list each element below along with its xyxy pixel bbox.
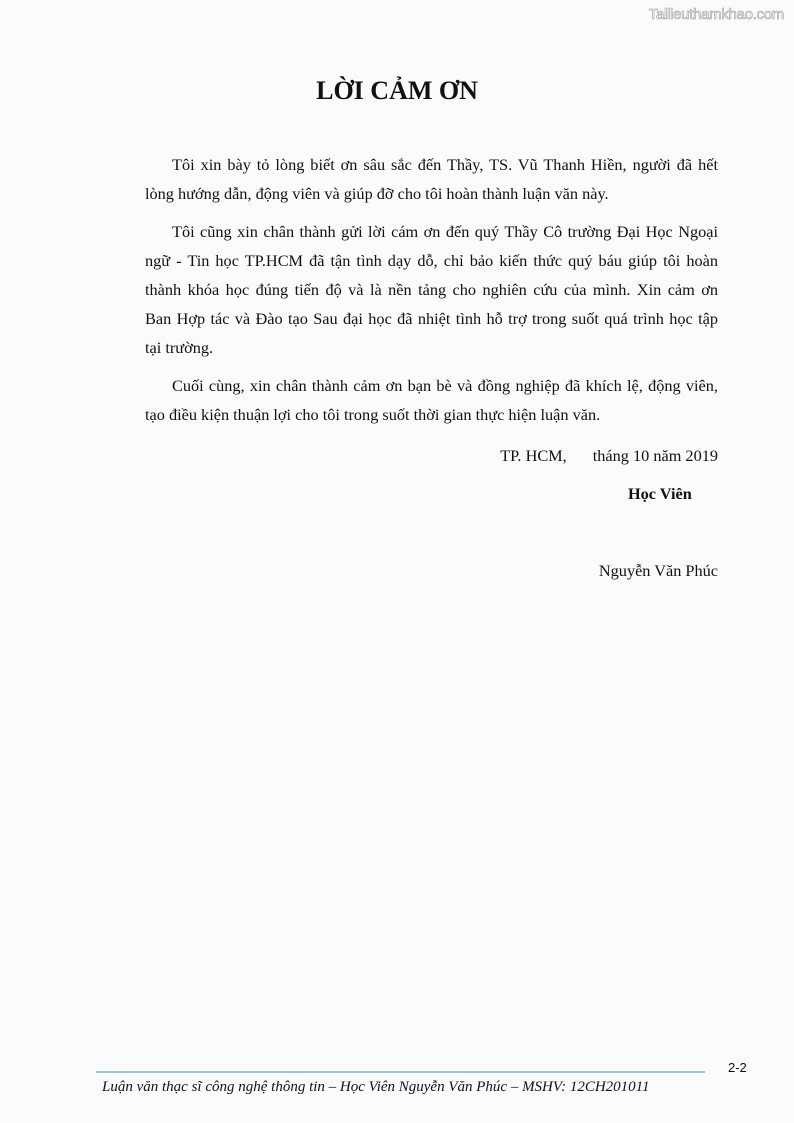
- paragraph: [145, 371, 718, 429]
- text-line: ngữ - Tin học TP.HCM đã tận tình dạy dỗ, chỉ bảo kiến thức quý báu giúp tôi hoàn: [145, 251, 718, 270]
- paragraph: [145, 217, 718, 362]
- footer-divider: [96, 1071, 705, 1073]
- text-line: Ban Hợp tác và Đào tạo Sau đại học đã nhiệt tình hỗ trợ trong suốt quá trình học tập: [145, 309, 718, 328]
- acknowledgement-body: [145, 150, 718, 438]
- text-line: Tôi cũng xin chân thành gửi lời cám ơn đến quý Thầy Cô trường Đại Học Ngoại: [172, 222, 718, 241]
- date: tháng 10 năm 2019: [592, 446, 718, 465]
- text-line: lòng hướng dẫn, động viên và giúp đỡ cho tôi hoàn thành luận văn này.: [145, 184, 609, 203]
- date-line: [500, 446, 718, 466]
- page-title: LỜI CẢM ƠN: [316, 76, 478, 105]
- paragraph: [145, 150, 718, 208]
- page-number: 2-2: [728, 1060, 747, 1075]
- signature-role: Học Viên: [628, 484, 692, 503]
- text-line: tại trường.: [145, 338, 214, 357]
- watermark: Tailieuthamkhao.com: [648, 6, 784, 23]
- text-line: Tôi xin bày tỏ lòng biết ơn sâu sắc đến Thầy, TS. Vũ Thanh Hiền, người đã hết: [172, 155, 718, 174]
- text-line: thành khóa học đúng tiến độ và là nền tảng cho nghiên cứu của mình. Xin cảm ơn: [145, 280, 718, 299]
- place: TP. HCM,: [500, 446, 567, 465]
- footer-text: Luận văn thạc sĩ công nghệ thông tin – Học Viên Nguyễn Văn Phúc – MSHV: 12CH201011: [102, 1079, 650, 1095]
- author-name: Nguyễn Văn Phúc: [598, 561, 718, 580]
- text-line: Cuối cùng, xin chân thành cảm ơn bạn bè và đồng nghiệp đã khích lệ, động viên,: [172, 376, 718, 395]
- text-line: tạo điều kiện thuận lợi cho tôi trong suốt thời gian thực hiện luận văn.: [145, 405, 601, 424]
